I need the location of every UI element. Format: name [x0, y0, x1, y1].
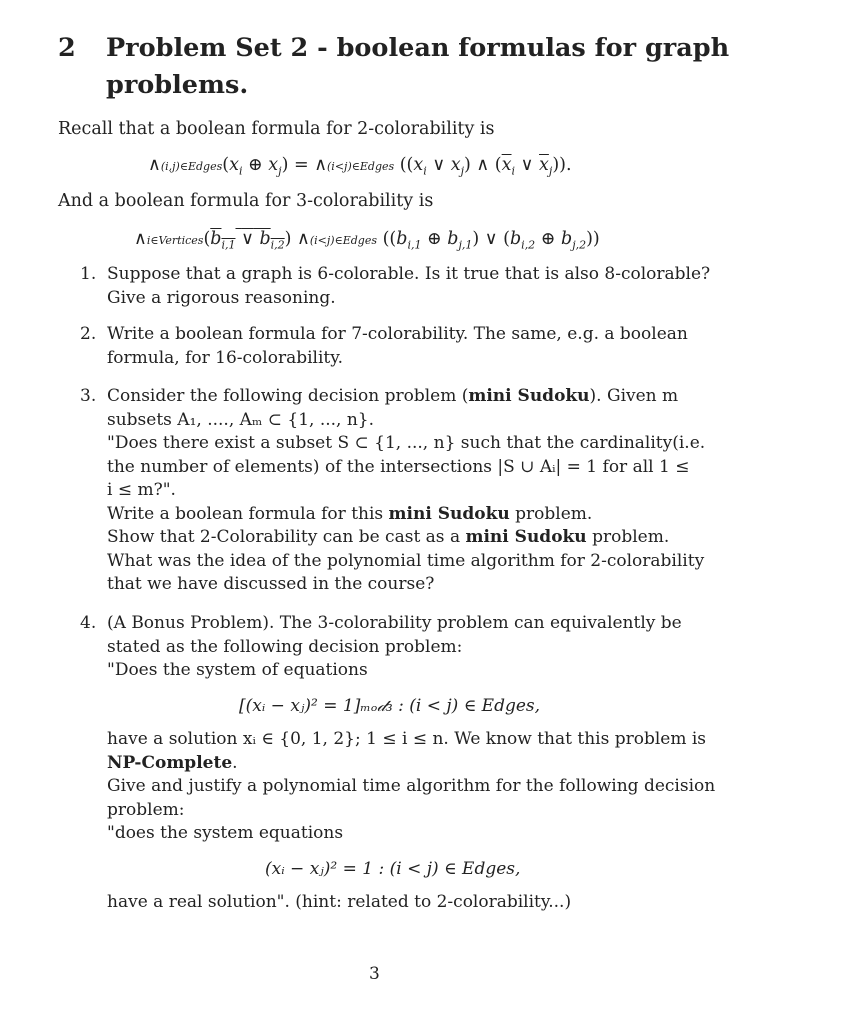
problem-4-line-5 — [107, 752, 700, 776]
intro-recall: Recall that a boolean formula for 2-colorability is — [58, 119, 495, 139]
problem-3-line-6-pre: Write a boolean formula for this — [107, 503, 389, 524]
problem-3-line-7-post: problem. — [586, 527, 670, 547]
problem-2-number: 2. — [80, 324, 97, 344]
problem-3 — [80, 385, 706, 597]
problem-3-line-5: i ≤ m?". — [107, 480, 176, 500]
section-title: Problem Set 2 - boolean formulas for graph problems. — [106, 33, 730, 100]
problem-4-line-3: "Does the system of equations — [107, 660, 368, 680]
problem-4 — [80, 612, 716, 915]
problem-4-line-1: (A Bonus Problem). The 3-colorability problem can equivalently be — [107, 613, 682, 633]
problem-4-line-7: problem: — [107, 799, 185, 820]
problem-3-line-1 — [107, 385, 700, 409]
problem-3-line-6-bold: mini Sudoku — [388, 503, 510, 524]
problem-2 — [80, 323, 700, 370]
problem-4-line-6: Give and justify a polynomial time algorithm for the following decision — [107, 776, 716, 796]
formula2-lhs-subscript: (i,j)∈Edges — [160, 160, 223, 173]
problem-4-line-9: have a real solution". (hint: related to 2-colorability...) — [107, 892, 572, 912]
problem-1-line-2: Give a rigorous reasoning. — [107, 287, 336, 308]
problem-4-np-complete: NP-Complete — [107, 752, 233, 773]
problem-3-line-6-post: problem. — [509, 503, 593, 524]
formula3-subscript-vertices: i∈Vertices — [146, 234, 204, 247]
problem-3-lead-end: ). Given m — [589, 386, 679, 406]
problem-3-lead: Consider the following decision problem ( — [107, 386, 469, 406]
problem-3-line-7-bold: mini Sudoku — [465, 527, 587, 547]
problem-4-line-5-post: . — [232, 752, 238, 773]
problem-1-number: 1. — [80, 264, 97, 284]
formula2-rhs-subscript: (i<j)∈Edges — [327, 160, 395, 173]
intro-and3: And a boolean formula for 3-colorability is — [58, 191, 434, 211]
problem-3-line-7 — [107, 526, 700, 550]
problem-3-line-9: that we have discussed in the course? — [107, 574, 435, 594]
problem-3-bold-term: mini Sudoku — [468, 386, 590, 406]
problem-4-line-4: have a solution xᵢ ∈ {0, 1, 2}; 1 ≤ i ≤ n. We know that this problem is — [107, 729, 707, 749]
formula-2-colorability: $\wedge(i,j)\in Edges(x_i$ ⊕ $x_j$) = ∧(i<j)∈Edges (($x_i$ ∨ $x_j$) ∧ ($\overline{x}_i$ ∨ $\overline{x}_j$)). — [148, 155, 572, 178]
problem-3-line-2: subsets A₁, ...., Aₘ ⊂ {1, ..., n}. — [107, 409, 375, 430]
problem-3-line-8: What was the idea of the polynomial time algorithm for 2-colorability — [107, 550, 705, 571]
problem-1 — [80, 263, 711, 310]
problem-3-number: 3. — [80, 386, 97, 406]
problem-4-line-2: stated as the following decision problem: — [107, 636, 463, 657]
formula-3-colorability: $\wedge i\in Vertices(b_{i,1}$ ∨ $b_{i,2}$) ∧(i<j)∈Edges (($b_{i,1}$ ⊕ $b_{j,1}$) ∨ ($b_{i,2}$ ⊕ $b_{j,2}$)) — [134, 229, 600, 252]
problem-4-number: 4. — [80, 613, 97, 633]
problem-3-line-7-pre: Show that 2-Colorability can be cast as a — [107, 527, 466, 547]
section-number: 2 — [58, 33, 76, 63]
problem-3-line-6 — [107, 503, 700, 527]
page-number: 3 — [369, 964, 380, 984]
problem-1-line-1: Suppose that a graph is 6-colorable. Is it true that is also 8-colorable? — [107, 264, 711, 284]
problem-2-line-1: Write a boolean formula for 7-colorability. The same, e.g. a boolean — [107, 324, 688, 344]
formula3-subscript-edges: (i<j)∈Edges — [309, 234, 377, 247]
problem-3-line-4: the number of elements) of the intersections |S ∪ Aᵢ| = 1 for all 1 ≤ — [107, 456, 690, 477]
problem-3-line-3: "Does there exist a subset S ⊂ {1, ..., n} such that the cardinality(i.e. — [107, 433, 706, 453]
problem-4-equation-1: [(xᵢ − xⱼ)² = 1]ₘₒ𝒹₃ : (i < j) ∈ Edges, — [239, 695, 541, 716]
problem-4-equation-2: (xᵢ − xⱼ)² = 1 : (i < j) ∈ Edges, — [265, 858, 521, 879]
problem-2-line-2: formula, for 16-colorability. — [107, 347, 343, 368]
problem-4-line-8: "does the system equations — [107, 823, 344, 843]
